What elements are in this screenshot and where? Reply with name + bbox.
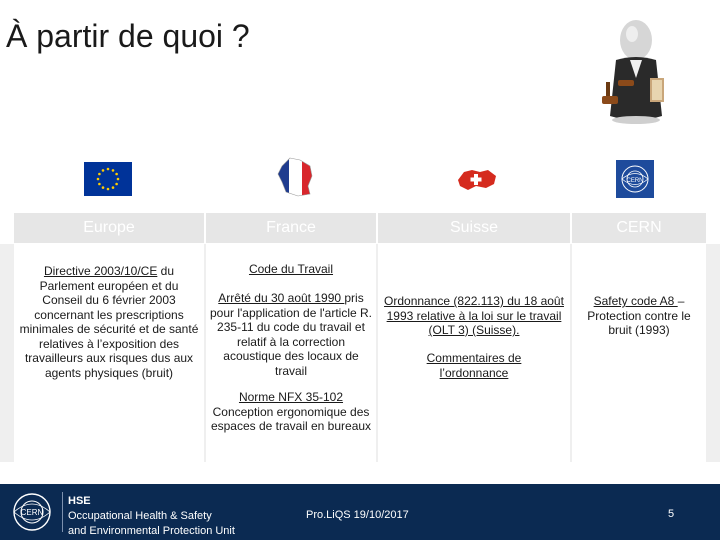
judge-figure-icon — [596, 16, 676, 128]
suisse-ordonnance-link[interactable]: Ordonnance (822.113) du 18 août 1993 relative à la loi sur le travail (OLT 3) (Suisse). — [384, 294, 564, 337]
column-header-france: France — [206, 213, 376, 243]
europe-directive-link[interactable]: Directive 2003/10/CE — [43, 264, 158, 278]
france-norme-text: Norme NFX 35-102 Conception ergonomique des espaces de travail en bureaux — [210, 390, 372, 433]
france-code-travail — [210, 262, 372, 277]
france-map-icon — [276, 156, 316, 198]
svg-text:CERN: CERN — [20, 508, 44, 517]
france-arrete-text: Arrêté du 30 août 1990 pris pour l'application de l'article R. 235-11 du code du travail et relatif à la correction acoustique des locaux de travail — [210, 291, 372, 378]
column-header-cern: CERN — [572, 213, 706, 243]
column-header-europe: Europe — [14, 213, 204, 243]
footer-event-label: Pro.LiQS 19/10/2017 — [306, 509, 409, 521]
hse-unit-label: HSE Occupational Health & Safety and Environmental Protection Unit — [68, 495, 235, 537]
cern-logo-icon — [616, 160, 654, 198]
slide-title: À partir de quoi ? — [6, 18, 250, 54]
page-number: 5 — [668, 508, 675, 520]
eu-flag-icon — [84, 162, 132, 196]
cern-safety-text: Safety code A8 – Protection contre le bruit (1993) — [587, 294, 691, 337]
footer-divider — [62, 492, 63, 532]
column-header-suisse: Suisse — [378, 213, 570, 243]
cern-safety-code-link[interactable]: Safety code A8 — [593, 294, 678, 308]
switzerland-map-icon — [454, 166, 498, 192]
france-norme-link[interactable]: Norme NFX 35-102 — [238, 390, 344, 404]
france-arrete-link[interactable]: Arrêté du 30 août 1990 — [218, 291, 345, 305]
suisse-ordonnance-text — [384, 294, 564, 338]
panel-cern — [572, 244, 706, 462]
cern-footer-logo-icon — [8, 490, 56, 534]
suisse-commentaires-text — [400, 351, 548, 380]
suisse-commentaires-link[interactable]: Commentaires de l’ordonnance — [426, 351, 522, 380]
france-code-travail-link[interactable]: Code du Travail — [248, 262, 334, 276]
europe-directive-text: Directive 2003/10/CE du Parlement européen et du Conseil du 6 février 2003 concernant les prescriptions minimales de sécurité et de santé relatives à l’exposition des travailleurs aux risques dus aux agents physiques (bruit) — [19, 264, 199, 380]
svg-text:CERN: CERN — [626, 178, 644, 184]
